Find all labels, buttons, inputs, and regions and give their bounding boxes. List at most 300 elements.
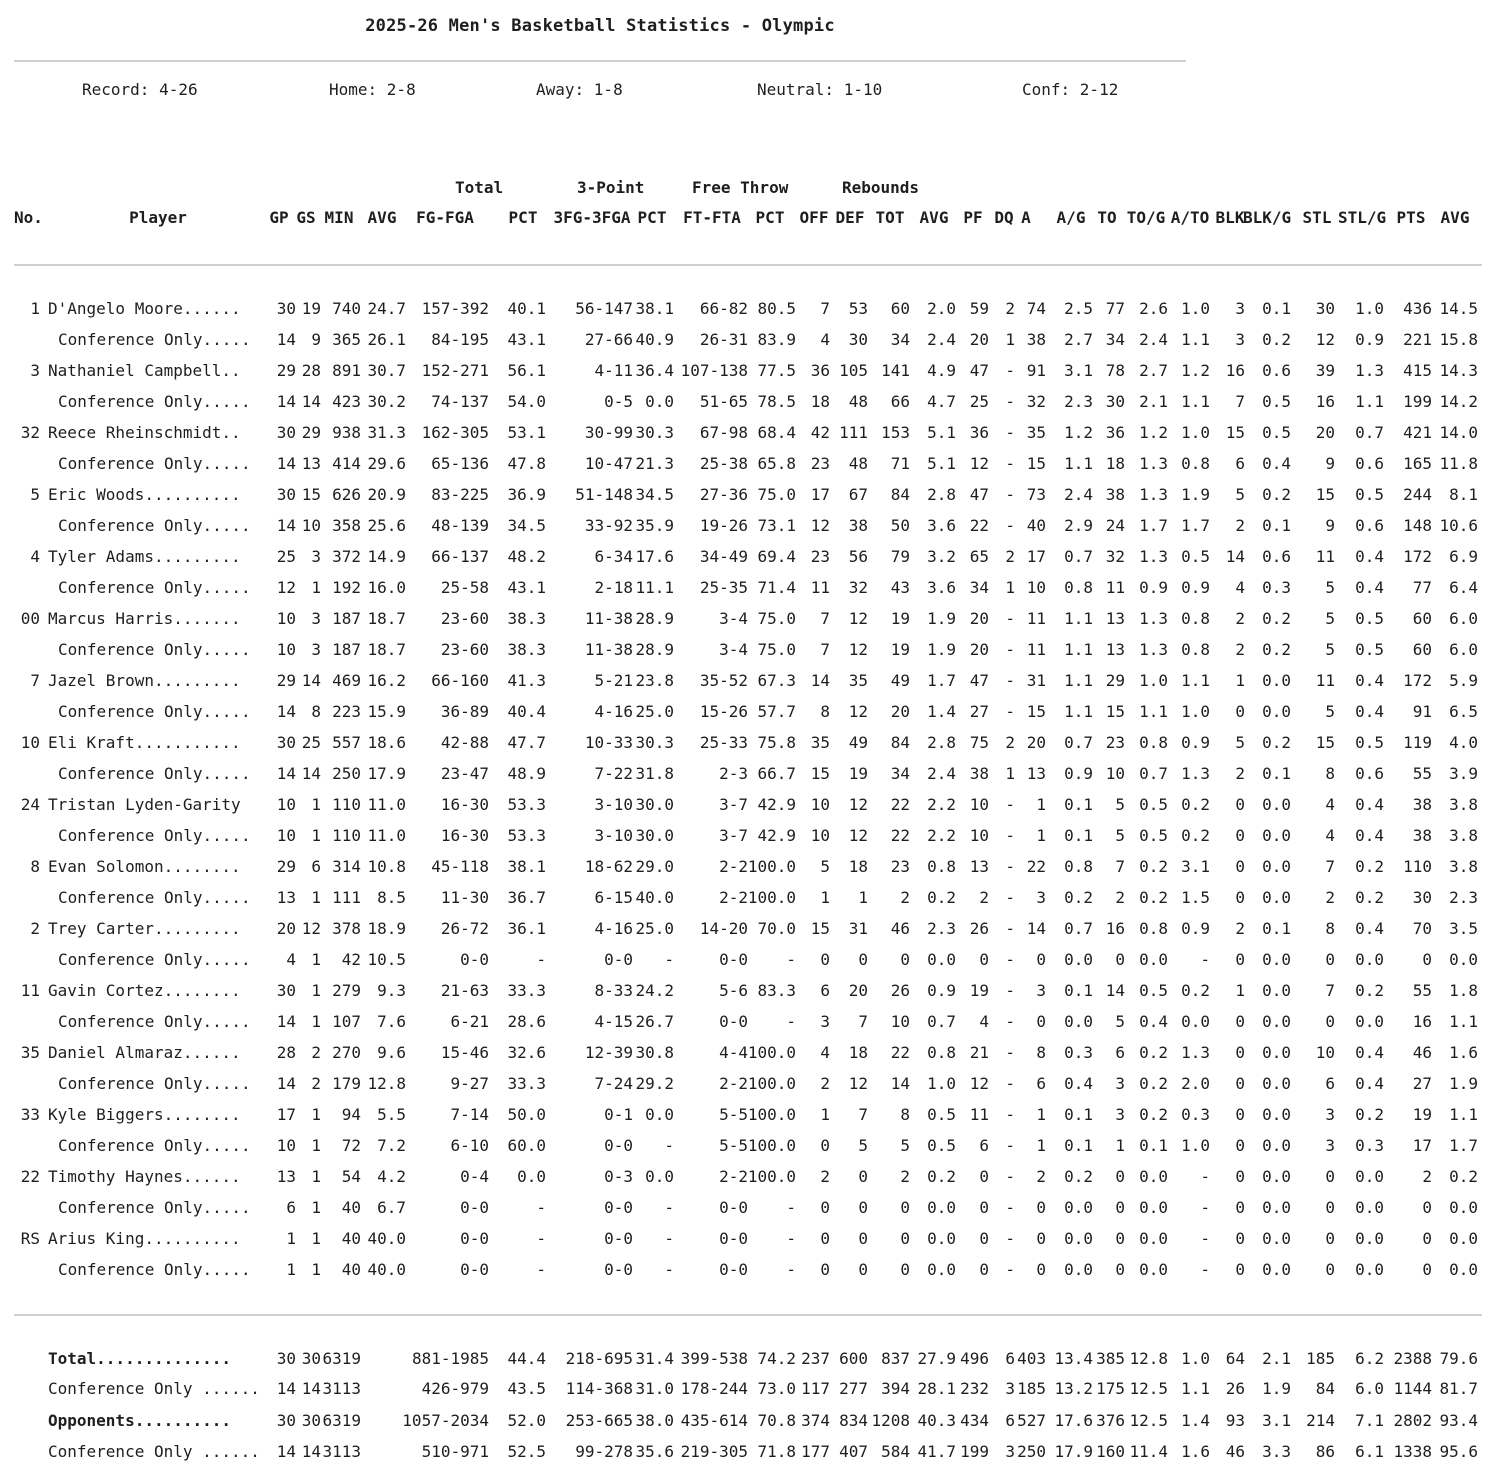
cell-ast: 17 [1026,547,1046,566]
cell-ast-per-game: 1.1 [1064,454,1093,473]
cell-pf: 47 [969,361,989,380]
cell-player: Eli Kraft........... [48,733,241,752]
cell-reb-off: 4 [820,1043,830,1062]
cell-fg-fga: 66-137 [431,547,489,566]
cell-reb-avg: 0.0 [927,950,956,969]
cell-blk-per-game: 0.5 [1262,392,1291,411]
group-three-point: 3-Point [577,178,645,197]
cell-pf: 20 [969,640,989,659]
cell-stl: 5 [1325,578,1335,597]
cell-pf: 0 [979,1229,989,1248]
cell-ft-fta: 3-4 [719,609,748,628]
cell-3fg-pct: 0.0 [645,392,674,411]
cell-no: 24 [20,795,40,814]
cell-stl: 15 [1315,733,1335,752]
cell-pts-avg: 1.9 [1449,1074,1478,1093]
cell-reb-avg: 1.4 [927,702,956,721]
cell-ast-per-game: 0.7 [1064,547,1093,566]
cell-3fg-pct: 25.0 [635,702,674,721]
cell-ast-to-ratio: 1.0 [1181,702,1210,721]
cell-to: 3 [1115,1074,1125,1093]
cell-stl-per-game: 0.0 [1355,950,1384,969]
cell-gp: 10 [276,826,296,845]
cell-pts-avg: 79.6 [1439,1349,1478,1368]
cell-blk: 2 [1235,919,1245,938]
cell-blk-per-game: 0.0 [1262,950,1291,969]
cell-stl-per-game: 0.4 [1355,671,1384,690]
cell-ast-to-ratio: 0.2 [1181,981,1210,1000]
cell-stl: 0 [1325,1260,1335,1279]
cell-min-avg: 9.6 [377,1043,406,1062]
cell-no [4,1347,40,1371]
cell-ast-per-game: 1.1 [1064,671,1093,690]
cell-gs: 14 [301,764,321,783]
cell-reb-tot: 0 [900,1229,910,1248]
cell-3fg-3fga: 11-38 [584,640,633,659]
cell-blk-per-game: 0.0 [1262,671,1291,690]
cell-stl: 4 [1325,795,1335,814]
cell-min: 42 [341,950,361,969]
cell-to: 0 [1115,1198,1125,1217]
cell-pts-avg: 10.6 [1439,516,1478,535]
cell-reb-off: 14 [810,671,830,690]
cell-no: 5 [30,485,40,504]
cell-dq: - [1005,1260,1015,1279]
cell-ft-pct: 75.0 [757,609,796,628]
cell-reb-avg: 0.8 [927,1043,956,1062]
cell-gp: 14 [276,1379,296,1398]
cell-min: 179 [332,1074,361,1093]
cell-dq: - [1005,795,1015,814]
cell-gp: 10 [276,640,296,659]
cell-fg-pct: - [536,1198,546,1217]
cell-ast-per-game: 0.9 [1064,764,1093,783]
cell-ast-to-ratio: 0.2 [1181,795,1210,814]
cell-ft-fta: 0-0 [719,950,748,969]
cell-min-avg: 9.3 [377,981,406,1000]
cell-dq: - [1005,609,1015,628]
cell-stl-per-game: 0.4 [1355,547,1384,566]
record-neutral: Neutral: 1-10 [757,80,883,99]
cell-to: 14 [1105,981,1125,1000]
cell-ast-to-ratio: 1.6 [1181,1442,1210,1461]
cell-to: 385 [1096,1349,1125,1368]
cell-pf: 47 [969,671,989,690]
cell-blk-per-game: 0.0 [1262,826,1291,845]
cell-gp: 13 [276,888,296,907]
cell-3fg-3fga: 27-66 [584,330,633,349]
cell-min-avg: 16.2 [367,671,406,690]
cell-no: 11 [20,981,40,1000]
cell-3fg-3fga: 0-3 [604,1167,633,1186]
cell-fg-pct: 43.1 [507,330,546,349]
cell-player: Trey Carter......... [48,919,241,938]
cell-gs: 25 [301,733,321,752]
cell-fg-pct: 40.1 [507,299,546,318]
cell-ft-fta: 4-4 [719,1043,748,1062]
cell-player: Eric Woods.......... [48,485,241,504]
cell-blk: 0 [1235,795,1245,814]
cell-ft-pct: 100.0 [747,1043,796,1062]
cell-gs: 1 [311,795,321,814]
cell-ft-fta: 25-38 [699,454,748,473]
cell-dq: - [1005,454,1015,473]
cell-reb-tot: 394 [881,1379,910,1398]
cell-blk: 0 [1235,888,1245,907]
cell-fg-fga: 162-305 [421,423,489,442]
cell-no [4,700,40,724]
cell-stl: 4 [1325,826,1335,845]
cell-reb-off: 17 [810,485,830,504]
cell-reb-off: 6 [820,981,830,1000]
cell-to: 77 [1105,299,1125,318]
cell-stl: 11 [1315,547,1335,566]
cell-reb-def: 1 [858,888,868,907]
cell-ft-fta: 0-0 [719,1198,748,1217]
cell-blk: 1 [1235,981,1245,1000]
cell-pts: 19 [1412,1105,1432,1124]
cell-reb-def: 35 [848,671,868,690]
cell-reb-off: 0 [820,1136,830,1155]
cell-to: 23 [1105,733,1125,752]
cell-fg-fga: 0-0 [460,1260,489,1279]
cell-ast-to-ratio: 0.3 [1181,1105,1210,1124]
cell-ast: 73 [1026,485,1046,504]
cell-ft-fta: 5-6 [719,981,748,1000]
cell-fg-fga: 25-58 [440,578,489,597]
header-ast-to-ratio: A/TO [1170,208,1210,227]
cell-to-per-game: 1.7 [1139,516,1168,535]
cell-player: Conference Only..... [58,516,251,535]
cell-stl: 9 [1325,516,1335,535]
cell-ft-pct: 42.9 [757,826,796,845]
cell-player: Conference Only..... [58,1012,251,1031]
cell-gp: 6 [286,1198,296,1217]
cell-min: 3113 [322,1442,361,1461]
cell-ft-fta: 2-2 [719,1167,748,1186]
cell-stl: 6 [1325,1074,1335,1093]
header-to-per-game: TO/G [1126,208,1166,227]
cell-min: 54 [341,1167,361,1186]
cell-ast: 527 [1017,1411,1046,1430]
cell-pts-avg: 81.7 [1439,1379,1478,1398]
group-total: Total [455,178,504,197]
header-no: No. [14,208,43,227]
cell-3fg-3fga: 33-92 [584,516,633,535]
cell-stl: 84 [1315,1379,1335,1398]
header-blk: BLK [1215,208,1245,227]
cell-fg-pct: 47.8 [507,454,546,473]
cell-stl-per-game: 0.6 [1355,764,1384,783]
cell-reb-tot: 50 [890,516,910,535]
cell-fg-fga: 157-392 [421,299,489,318]
cell-3fg-pct: 28.9 [635,609,674,628]
cell-pts-avg: 3.8 [1449,795,1478,814]
cell-blk-per-game: 0.6 [1262,361,1291,380]
cell-to: 13 [1105,640,1125,659]
cell-reb-off: 18 [810,392,830,411]
cell-no [4,1196,40,1220]
cell-reb-def: 19 [848,764,868,783]
cell-ft-pct: 75.8 [757,733,796,752]
cell-player: Opponents.......... [48,1411,232,1430]
cell-ast: 31 [1026,671,1046,690]
cell-player: Tyler Adams......... [48,547,241,566]
cell-pts-avg: 15.8 [1439,330,1478,349]
cell-stl: 30 [1315,299,1335,318]
cell-to: 6 [1115,1043,1125,1062]
cell-stl-per-game: 0.4 [1355,1043,1384,1062]
cell-to: 1 [1115,1136,1125,1155]
cell-fg-pct: - [536,950,546,969]
cell-3fg-pct: - [664,950,674,969]
cell-reb-def: 12 [848,1074,868,1093]
cell-to-per-game: 1.3 [1139,609,1168,628]
cell-min-avg [358,1409,406,1433]
cell-min-avg: 8.5 [377,888,406,907]
cell-pts-avg: 0.0 [1449,1229,1478,1248]
cell-ast-per-game: 0.8 [1064,857,1093,876]
cell-to-per-game: 1.3 [1139,485,1168,504]
cell-player: Conference Only..... [58,764,251,783]
cell-to-per-game: 12.5 [1129,1411,1168,1430]
cell-gs: 19 [301,299,321,318]
title-rule [14,60,1186,62]
header-to: TO [1097,208,1117,227]
cell-pts: 60 [1412,609,1432,628]
cell-gp: 14 [276,1012,296,1031]
cell-reb-off: 0 [820,950,830,969]
cell-pf: 2 [979,888,989,907]
cell-ft-pct: 73.0 [757,1379,796,1398]
cell-to: 34 [1105,330,1125,349]
cell-reb-avg: 2.0 [927,299,956,318]
cell-ft-fta: 2-2 [719,857,748,876]
cell-gp: 30 [276,733,296,752]
cell-fg-fga: 23-60 [440,640,489,659]
cell-pts: 165 [1403,454,1432,473]
cell-stl-per-game: 0.0 [1355,1229,1384,1248]
cell-gs: 13 [301,454,321,473]
cell-blk: 26 [1225,1379,1245,1398]
cell-reb-tot: 84 [890,733,910,752]
cell-pf: 22 [969,516,989,535]
cell-fg-fga: 9-27 [450,1074,489,1093]
cell-to-per-game: 1.3 [1139,547,1168,566]
cell-ast-to-ratio: 0.8 [1181,609,1210,628]
cell-3fg-3fga: 7-24 [594,1074,633,1093]
cell-gs: 2 [311,1043,321,1062]
cell-ft-pct: 73.1 [757,516,796,535]
cell-pts: 0 [1422,1229,1432,1248]
cell-gs: 1 [311,826,321,845]
cell-min-avg: 16.0 [367,578,406,597]
cell-to: 36 [1105,423,1125,442]
cell-min-avg: 5.5 [377,1105,406,1124]
cell-pf: 232 [960,1379,989,1398]
cell-min: 3113 [322,1379,361,1398]
cell-gs: 1 [311,981,321,1000]
cell-ast-per-game: 0.8 [1064,578,1093,597]
cell-ast: 22 [1026,857,1046,876]
cell-ast-to-ratio: 1.1 [1181,1379,1210,1398]
cell-to-per-game: 1.1 [1139,702,1168,721]
cell-reb-avg: 0.8 [927,857,956,876]
header-rule [14,264,1482,266]
cell-gs: 1 [311,1136,321,1155]
cell-no: 32 [20,423,40,442]
cell-3fg-pct: 31.4 [635,1349,674,1368]
cell-reb-avg: 1.7 [927,671,956,690]
cell-blk-per-game: 0.2 [1262,485,1291,504]
cell-blk-per-game: 0.4 [1262,454,1291,473]
cell-min-avg: 4.2 [377,1167,406,1186]
cell-reb-off: 0 [820,1198,830,1217]
cell-blk: 2 [1235,516,1245,535]
cell-gs: 1 [311,1229,321,1248]
cell-fg-pct: 36.9 [507,485,546,504]
cell-reb-def: 48 [848,392,868,411]
cell-ft-pct: - [786,1012,796,1031]
cell-reb-avg: 0.2 [927,888,956,907]
cell-reb-off: 4 [820,330,830,349]
cell-to-per-game: 1.0 [1139,671,1168,690]
cell-ft-pct: 70.8 [757,1411,796,1430]
cell-reb-tot: 0 [900,1198,910,1217]
cell-ast: 2 [1036,1167,1046,1186]
cell-reb-avg: 2.4 [927,330,956,349]
cell-3fg-pct: 25.0 [635,919,674,938]
cell-player: Conference Only..... [58,392,251,411]
cell-min: 423 [332,392,361,411]
cell-ft-fta: 0-0 [719,1229,748,1248]
cell-fg-pct: 43.1 [507,578,546,597]
cell-gs: 14 [301,1442,321,1461]
cell-dq: - [1005,702,1015,721]
cell-reb-tot: 1208 [871,1411,910,1430]
cell-gp: 28 [276,1043,296,1062]
cell-ft-pct: 75.0 [757,485,796,504]
cell-pf: 38 [969,764,989,783]
cell-ft-pct: 71.8 [757,1442,796,1461]
cell-gs: 1 [311,1260,321,1279]
cell-reb-tot: 22 [890,795,910,814]
cell-reb-def: 12 [848,609,868,628]
cell-min-avg: 30.2 [367,392,406,411]
cell-min: 414 [332,454,361,473]
cell-to-per-game: 0.2 [1139,857,1168,876]
cell-to-per-game: 0.8 [1139,919,1168,938]
cell-ast: 185 [1017,1379,1046,1398]
cell-reb-tot: 43 [890,578,910,597]
cell-dq: - [1005,1012,1015,1031]
cell-ft-fta: 25-33 [699,733,748,752]
cell-no [4,1440,40,1464]
cell-blk: 2 [1235,609,1245,628]
cell-3fg-3fga: 2-18 [594,578,633,597]
cell-stl-per-game: 0.5 [1355,733,1384,752]
record-away: Away: 1-8 [536,80,623,99]
cell-blk: 5 [1235,485,1245,504]
cell-pf: 47 [969,485,989,504]
cell-min-avg: 18.9 [367,919,406,938]
cell-min-avg: 7.2 [377,1136,406,1155]
cell-ast-per-game: 1.1 [1064,640,1093,659]
cell-ast-per-game: 0.0 [1064,1012,1093,1031]
cell-blk: 7 [1235,392,1245,411]
cell-fg-fga: 6-21 [450,1012,489,1031]
cell-blk: 93 [1225,1411,1245,1430]
cell-ft-fta: 35-52 [699,671,748,690]
cell-pf: 59 [969,299,989,318]
cell-ast-to-ratio: 0.2 [1181,826,1210,845]
cell-fg-fga: 0-0 [460,1198,489,1217]
cell-pts: 2388 [1393,1349,1432,1368]
cell-3fg-pct: 0.0 [645,1167,674,1186]
cell-reb-off: 1 [820,888,830,907]
cell-to: 15 [1105,702,1125,721]
cell-player: Conference Only..... [58,1260,251,1279]
cell-reb-off: 0 [820,1229,830,1248]
cell-gs: 30 [301,1411,321,1430]
cell-gp: 14 [276,1442,296,1461]
cell-pts: 244 [1403,485,1432,504]
cell-pts: 70 [1412,919,1432,938]
cell-pts: 436 [1403,299,1432,318]
cell-reb-def: 38 [848,516,868,535]
cell-pts: 17 [1412,1136,1432,1155]
cell-fg-pct: 53.3 [507,826,546,845]
cell-blk: 15 [1225,423,1245,442]
cell-reb-tot: 10 [890,1012,910,1031]
cell-ast-to-ratio: 0.9 [1181,733,1210,752]
cell-dq: - [1005,981,1015,1000]
cell-pts-avg: 1.7 [1449,1136,1478,1155]
cell-reb-off: 237 [801,1349,830,1368]
header-player: Player [129,208,187,227]
cell-min: 314 [332,857,361,876]
cell-pf: 0 [979,1260,989,1279]
cell-3fg-3fga: 10-47 [584,454,633,473]
cell-3fg-pct: 35.6 [635,1442,674,1461]
cell-ast-per-game: 2.4 [1064,485,1093,504]
cell-to-per-game: 12.5 [1129,1379,1168,1398]
cell-stl-per-game: 0.4 [1355,578,1384,597]
cell-dq: - [1005,423,1015,442]
cell-reb-def: 20 [848,981,868,1000]
cell-no: 1 [30,299,40,318]
cell-to-per-game: 0.2 [1139,1043,1168,1062]
cell-dq: - [1005,1136,1015,1155]
cell-fg-fga: 66-160 [431,671,489,690]
cell-min: 40 [341,1198,361,1217]
cell-pts-avg: 1.8 [1449,981,1478,1000]
cell-to-per-game: 0.1 [1139,1136,1168,1155]
cell-pts-avg: 14.2 [1439,392,1478,411]
header-gp: GP [269,208,289,227]
cell-gs: 9 [311,330,321,349]
cell-pf: 21 [969,1043,989,1062]
cell-fg-fga: 11-30 [440,888,489,907]
cell-ast: 0 [1036,1260,1046,1279]
cell-gs: 3 [311,609,321,628]
cell-no [4,390,40,414]
cell-pf: 11 [969,1105,989,1124]
cell-min: 110 [332,795,361,814]
cell-stl-per-game: 0.6 [1355,516,1384,535]
cell-stl-per-game: 1.3 [1355,361,1384,380]
cell-min: 372 [332,547,361,566]
